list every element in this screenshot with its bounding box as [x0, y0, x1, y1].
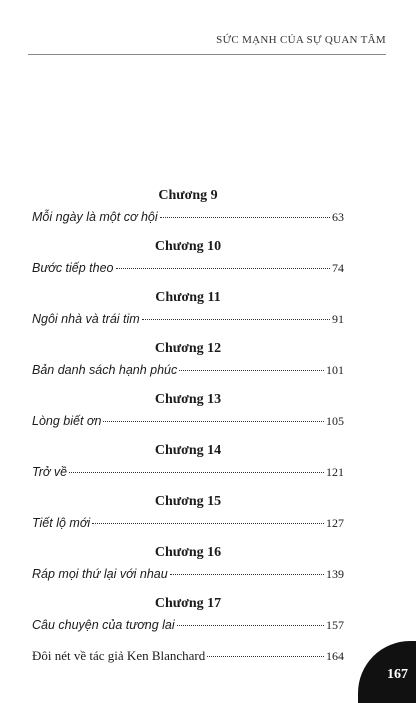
toc-entry [32, 512, 344, 534]
toc-entry [32, 359, 344, 381]
toc-entry-page: 121 [326, 465, 344, 479]
toc-chapter-heading: Chương 17 [154, 596, 222, 611]
dot-leader [92, 513, 324, 524]
dot-leader [142, 309, 330, 320]
header-rule [28, 54, 386, 55]
toc-chapter-heading: Chương 10 [154, 239, 222, 254]
toc-entry [32, 614, 344, 636]
toc-entry [32, 461, 344, 483]
toc-chapter-heading: Chương 16 [154, 545, 222, 560]
toc-author-entry [32, 645, 344, 667]
toc-entry-title: Ráp mọi thứ lại với nhau [32, 567, 168, 581]
dot-leader [103, 411, 324, 422]
toc-entry [32, 308, 344, 330]
toc-entry-title: Bản danh sách hạnh phúc [32, 363, 178, 377]
toc-entry-title: Đôi nét về tác giả Ken Blanchard [32, 648, 206, 663]
table-of-contents [32, 186, 344, 676]
toc-entry-page: 105 [326, 414, 344, 428]
toc-entry-page: 101 [326, 363, 344, 377]
toc-entry-title: Câu chuyện của tương lai [32, 618, 175, 632]
toc-entry-page: 164 [326, 649, 344, 663]
toc-entry-page: 127 [326, 516, 344, 530]
toc-chapter-heading: Chương 11 [155, 290, 221, 305]
toc-entry-page: 63 [332, 210, 344, 224]
toc-entry-page: 157 [326, 618, 344, 632]
page-number: 167 [387, 667, 408, 682]
toc-entry-page: 139 [326, 567, 344, 581]
running-header: SỨC MẠNH CỦA SỰ QUAN TÂM [216, 34, 386, 46]
dot-leader [207, 646, 324, 657]
toc-entry-title: Ngôi nhà và trái tim [32, 312, 140, 326]
dot-leader [170, 564, 324, 575]
toc-chapter-heading: Chương 14 [154, 443, 222, 458]
page-number-badge [358, 641, 416, 703]
dot-leader [177, 615, 324, 626]
toc-chapter-heading: Chương 15 [154, 494, 222, 509]
dot-leader [179, 360, 324, 371]
toc-chapter-heading: Chương 13 [154, 392, 222, 407]
toc-entry-title: Lòng biết ơn [32, 414, 102, 428]
dot-leader [160, 207, 330, 218]
toc-entry [32, 257, 344, 279]
toc-entry-page: 74 [332, 261, 344, 275]
toc-entry-title: Bước tiếp theo [32, 261, 114, 275]
toc-entry-title: Mỗi ngày là một cơ hội [32, 210, 158, 224]
toc-entry [32, 563, 344, 585]
toc-entry-title: Trở về [32, 465, 68, 479]
dot-leader [69, 462, 324, 473]
dot-leader [116, 258, 331, 269]
toc-entry [32, 206, 344, 228]
toc-chapter-heading: Chương 9 [158, 188, 218, 203]
toc-entry [32, 410, 344, 432]
toc-entry-title: Tiết lộ mới [32, 516, 91, 530]
toc-entry-page: 91 [332, 312, 344, 326]
toc-chapter-heading: Chương 12 [154, 341, 222, 356]
